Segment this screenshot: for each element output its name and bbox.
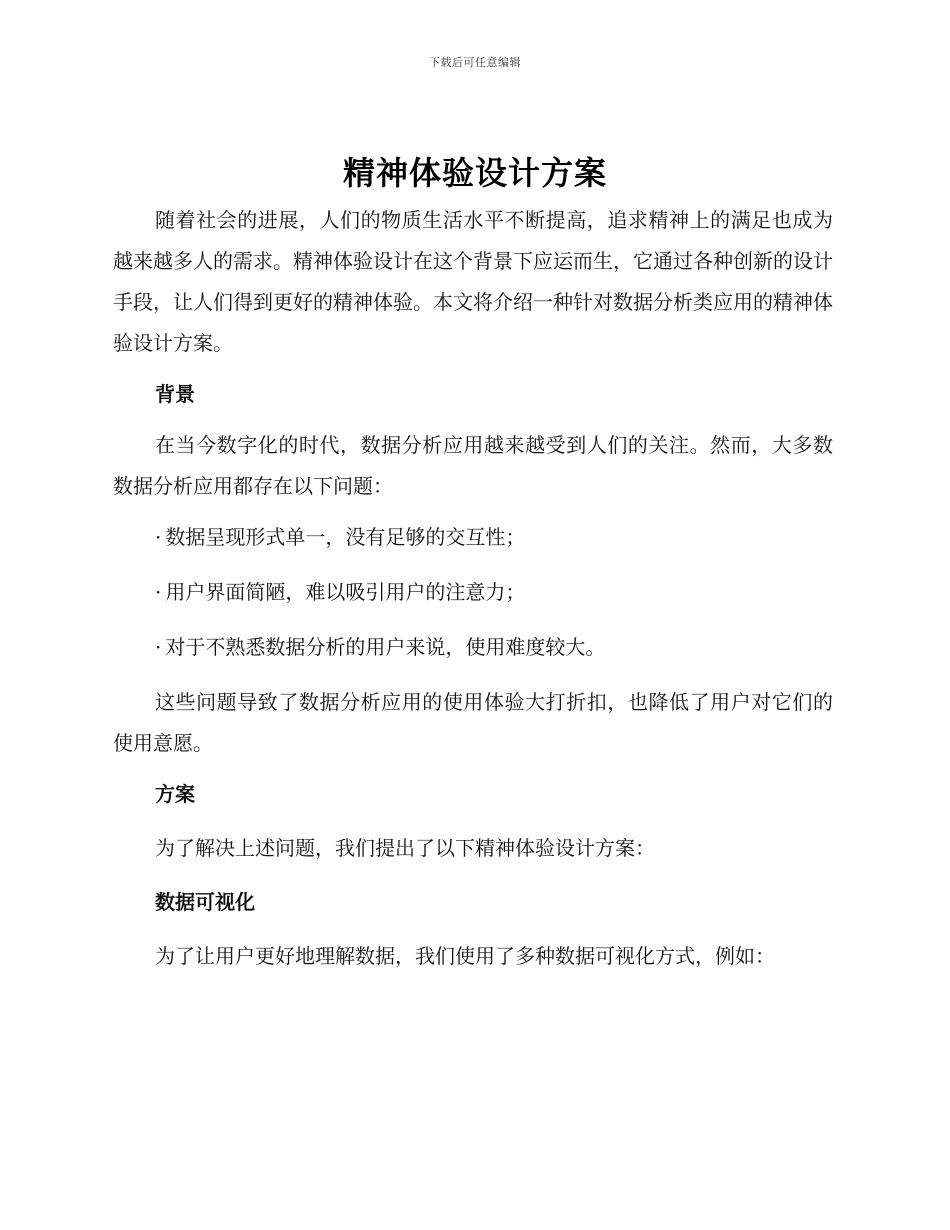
document-title: 精神体验设计方案 (342, 154, 607, 192)
plan-paragraph: 为了解决上述问题，我们提出了以下精神体验设计方案： (155, 836, 655, 860)
section-heading-plan: 方案 (155, 782, 195, 806)
list-item (113, 572, 833, 613)
intro-paragraph: 随着社会的进展，人们的物质生活水平不断提高，追求精神上的满足也成为越来越多人的需求。精神体验设计在这个背景下应运而生，它通过各种创新的设计手段，让人们得到更好的精神体验。本文将介绍一种针对数据分析类应用的精神体验设计方案。 (113, 208, 833, 355)
bullet-icon: · (155, 525, 162, 549)
section-heading-background: 背景 (155, 382, 195, 406)
list-item (113, 517, 833, 558)
visualization-paragraph: 为了让用户更好地理解数据，我们使用了多种数据可视化方式，例如： (155, 944, 775, 968)
background-paragraph: 在当今数字化的时代，数据分析应用越来越受到人们的关注。然而，大多数数据分析应用都存在以下问题： (113, 433, 833, 498)
problem-list (113, 517, 833, 668)
problems-summary-paragraph: 这些问题导致了数据分析应用的使用体验大打折扣，也降低了用户对它们的使用意愿。 (113, 690, 833, 755)
document-body (113, 200, 833, 977)
list-item-text: 对于不熟悉数据分析的用户来说，使用难度较大。 (165, 635, 606, 659)
bullet-icon: · (155, 580, 162, 604)
list-item-text: 用户界面简陋，难以吸引用户的注意力； (165, 580, 526, 604)
list-item (113, 627, 833, 668)
page-header-note: 下载后可任意编辑 (429, 56, 521, 69)
section-heading-visualization: 数据可视化 (155, 890, 255, 914)
bullet-icon: · (155, 635, 162, 659)
list-item-text: 数据呈现形式单一，没有足够的交互性； (165, 525, 526, 549)
